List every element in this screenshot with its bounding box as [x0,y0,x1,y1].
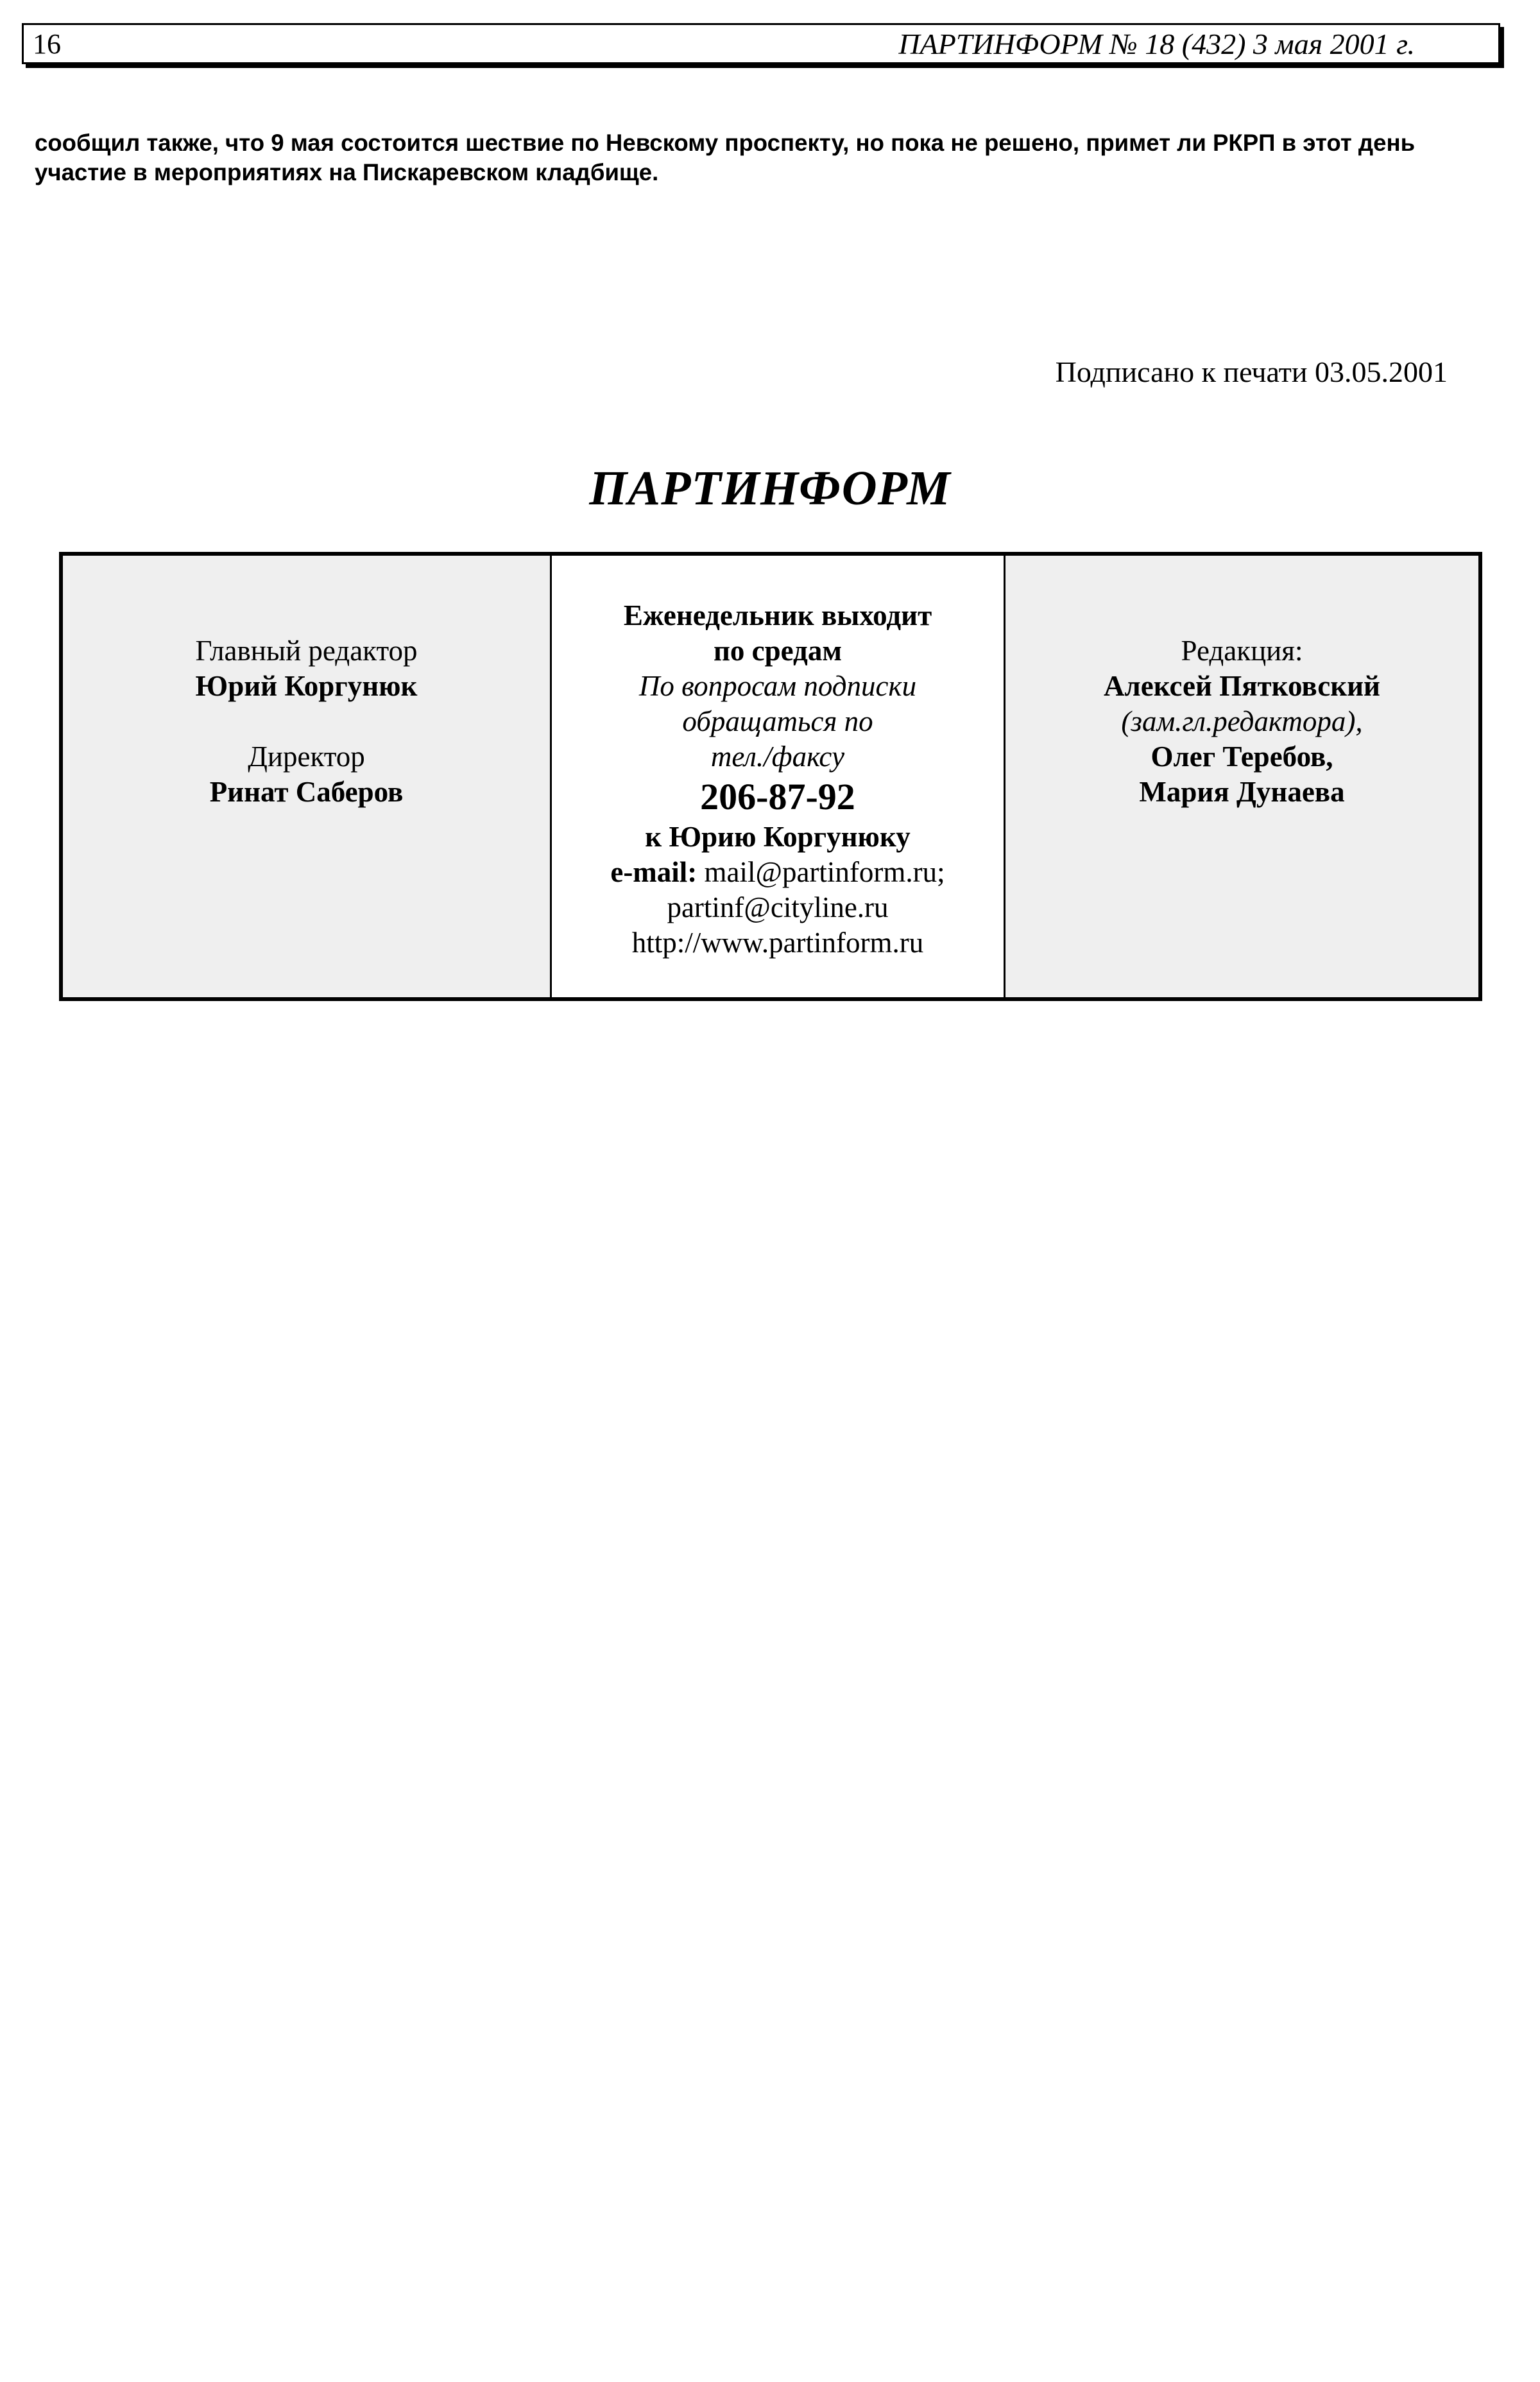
editor-2-name: Олег Теребов, [1151,741,1333,773]
chief-editor-title: Главный редактор [195,635,418,667]
article-continuation: сообщил также, что 9 мая состоится шествие по Невскому проспекту, но пока не решено, примет ли РКРП в этот день участие в мероприятиях на Пискаревском кладбище. [35,130,1416,185]
email-label: e-mail: [610,856,697,888]
subscription-line-2: обращаться по [682,705,873,737]
page-number: 16 [33,28,61,60]
masthead-title: ПАРТИНФОРМ [589,461,951,515]
email-address-2[interactable]: partinf@cityline.ru [667,891,889,923]
schedule-line-2: по средам [714,635,842,667]
signed-to-print: Подписано к печати 03.05.2001 [1055,356,1448,388]
chief-editor-name: Юрий Коргунюк [195,670,418,702]
subscription-line-3: тел./факсу [710,741,845,773]
editor-1-name: Алексей Пятковский [1104,670,1380,702]
director-title: Директор [248,741,365,773]
subscription-line-1: По вопросам подписки [638,670,917,702]
imprint-right-column [1005,556,1478,997]
imprint-left-column [63,556,552,997]
editor-1-role: (зам.гл.редактора), [1121,705,1363,737]
schedule-line-1: Еженедельник выходит [623,599,932,631]
page-header [22,23,1500,64]
director-name: Ринат Саберов [209,776,404,808]
phone-number: 206-87-92 [700,776,855,818]
imprint-center-column [552,556,1005,997]
website-link[interactable]: http://www.partinform.ru [631,927,924,959]
email-address-1[interactable]: mail@partinform.ru; [704,856,945,888]
issue-line: ПАРТИНФОРМ № 18 (432) 3 мая 2001 г. [898,27,1415,60]
editorial-title: Редакция: [1181,635,1303,667]
email-line [552,855,1004,890]
contact-person: к Юрию Коргунюку [645,821,911,853]
imprint-box [59,552,1482,1001]
editor-3-name: Мария Дунаева [1139,776,1345,808]
